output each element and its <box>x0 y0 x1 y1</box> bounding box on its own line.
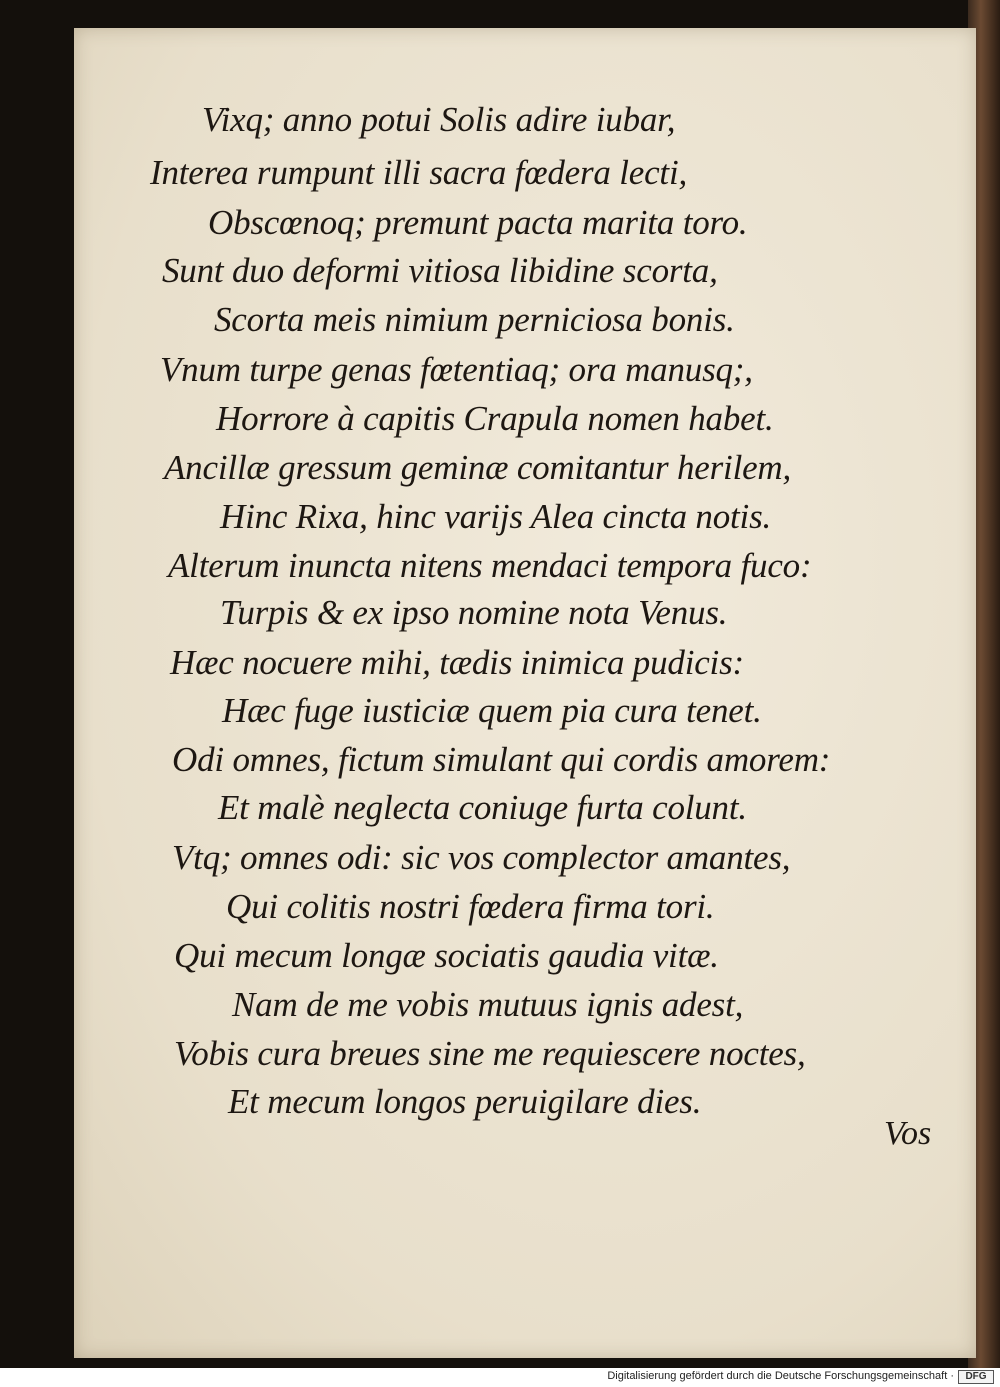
verse-line: Turpis & ex ipso nomine nota Venus. <box>220 593 728 632</box>
verse-line: Interea rumpunt illi sacra fœdera lecti, <box>150 153 688 192</box>
verse-line: Hinc Rixa, hinc varijs Alea cincta notis. <box>220 497 772 536</box>
verse-line: Vtq; omnes odi: sic vos complector amantes, <box>172 838 791 877</box>
verse-line: Vobis cura breues sine me requiescere noctes, <box>174 1034 806 1073</box>
verse-line: Alterum inuncta nitens mendaci tempora fuco: <box>168 546 812 585</box>
verse-line: Ancillæ gressum geminæ comitantur herilem, <box>164 448 792 487</box>
dfg-logo-icon: DFG <box>958 1370 994 1384</box>
verse-line: Hæc fuge iusticiæ quem pia cura tenet. <box>222 691 762 730</box>
verse-line: Horrore à capitis Crapula nomen habet. <box>216 399 774 438</box>
verse-line: Hæc nocuere mihi, tædis inimica pudicis: <box>170 643 744 682</box>
poem-text <box>74 28 976 1358</box>
book-page <box>74 28 976 1358</box>
verse-line: Scorta meis nimium perniciosa bonis. <box>214 300 735 339</box>
verse-line: Et mecum longos peruigilare dies. <box>228 1082 702 1121</box>
verse-line: Qui colitis nostri fœdera firma tori. <box>226 887 715 926</box>
verse-line: Vixq; anno potui Solis adire iubar, <box>202 100 676 139</box>
verse-line: Qui mecum longæ sociatis gaudia vitæ. <box>174 936 719 975</box>
catchword: Vos <box>884 1115 932 1152</box>
digitization-footer <box>0 1368 1000 1387</box>
verse-line: Vnum turpe genas fœtentiaq; ora manusq;, <box>160 350 753 389</box>
verse-line: Nam de me vobis mutuus ignis adest, <box>232 985 744 1024</box>
verse-line: Et malè neglecta coniuge furta colunt. <box>218 788 747 827</box>
verse-line: Sunt duo deformi vitiosa libidine scorta, <box>162 251 718 290</box>
verse-line: Odi omnes, fictum simulant qui cordis amorem: <box>172 740 831 779</box>
verse-line: Obscœnoq; premunt pacta marita toro. <box>208 203 748 242</box>
funding-credit: Digitalisierung gefördert durch die Deutsche Forschungsgemeinschaft · <box>607 1370 954 1382</box>
